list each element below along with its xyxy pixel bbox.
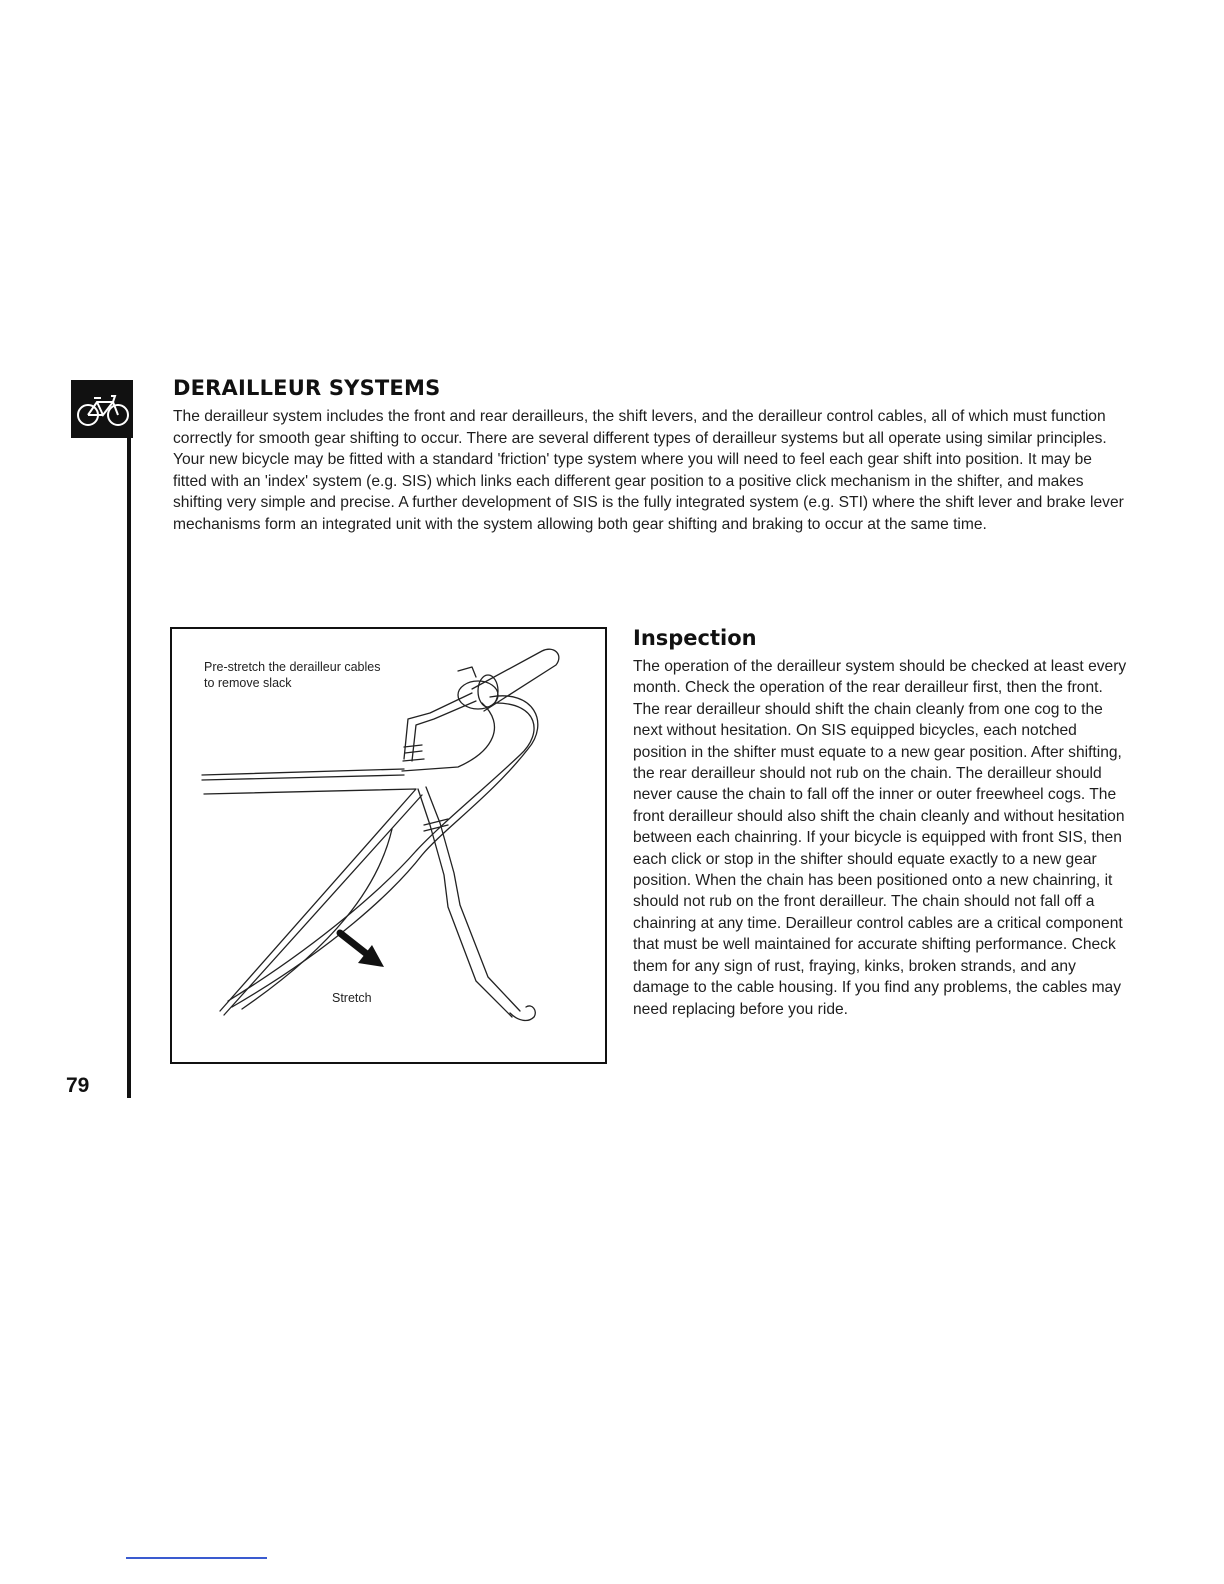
bicycle-icon xyxy=(75,388,131,430)
cable-stretch-figure xyxy=(170,627,607,1064)
inspection-paragraph: The operation of the derailleur system should be checked at least every month. Check the operation of the rear derailleur first, then the front. The rear derailleur should shift the chain cleanly from one cog to the next without hesitation. On SIS equipped bicycles, each notched position in the shifter must equate to a new gear position. After shifting, the rear derailleur should not rub on the chain. The derailleur should never cause the chain to fall off the inner or outer freewheel cogs. The front derailleur should also shift the chain cleanly and without hesitation between each chainring. If your bicycle is equipped with front SIS, then each click or stop in the shifter should equate exactly to a new gear position. When the chain has been positioned onto a new chainring, it should not rub on the front derailleur. The chain should not fall off a chainring at any time. Derailleur control cables are a critical component that must be well maintained for accurate shifting performance. Check them for any sign of rust, fraying, kinks, broken strands, and any damage to the cable housing. If you find any problems, the cables may need replacing before you ride. xyxy=(633,658,1127,1018)
bicycle-frame-illustration xyxy=(172,629,605,1062)
margin-rule xyxy=(127,438,131,1098)
figure-caption: Pre-stretch the derailleur cables to remove slack xyxy=(204,660,381,690)
footer-rule xyxy=(126,1557,267,1559)
arrow-down-right-icon xyxy=(340,933,384,967)
inspection-heading: Inspection xyxy=(633,626,757,650)
chapter-tab xyxy=(71,380,133,438)
stretch-label: Stretch xyxy=(332,991,372,1005)
section-title: DERAILLEUR SYSTEMS xyxy=(173,376,441,400)
intro-paragraph: The derailleur system includes the front and rear derailleurs, the shift levers, and the derailleur control cables, all of which must function correctly for smooth gear shifting to occur. There are several different types of derailleur systems but all operate using similar principles. Your new bicycle may be fitted with a standard 'friction' type system where you will need to feel each gear shift into position. It may be fitted with an 'index' system (e.g. SIS) which links each different gear position to a positive click mechanism in the shifter, and makes shifting very simple and precise. A further development of SIS is the fully integrated system (e.g. STI) where the shift lever and brake lever mechanisms form an integrated unit with the system allowing both gear shifting and braking to occur at the same time. xyxy=(173,408,1124,533)
page-number: 79 xyxy=(66,1074,90,1097)
